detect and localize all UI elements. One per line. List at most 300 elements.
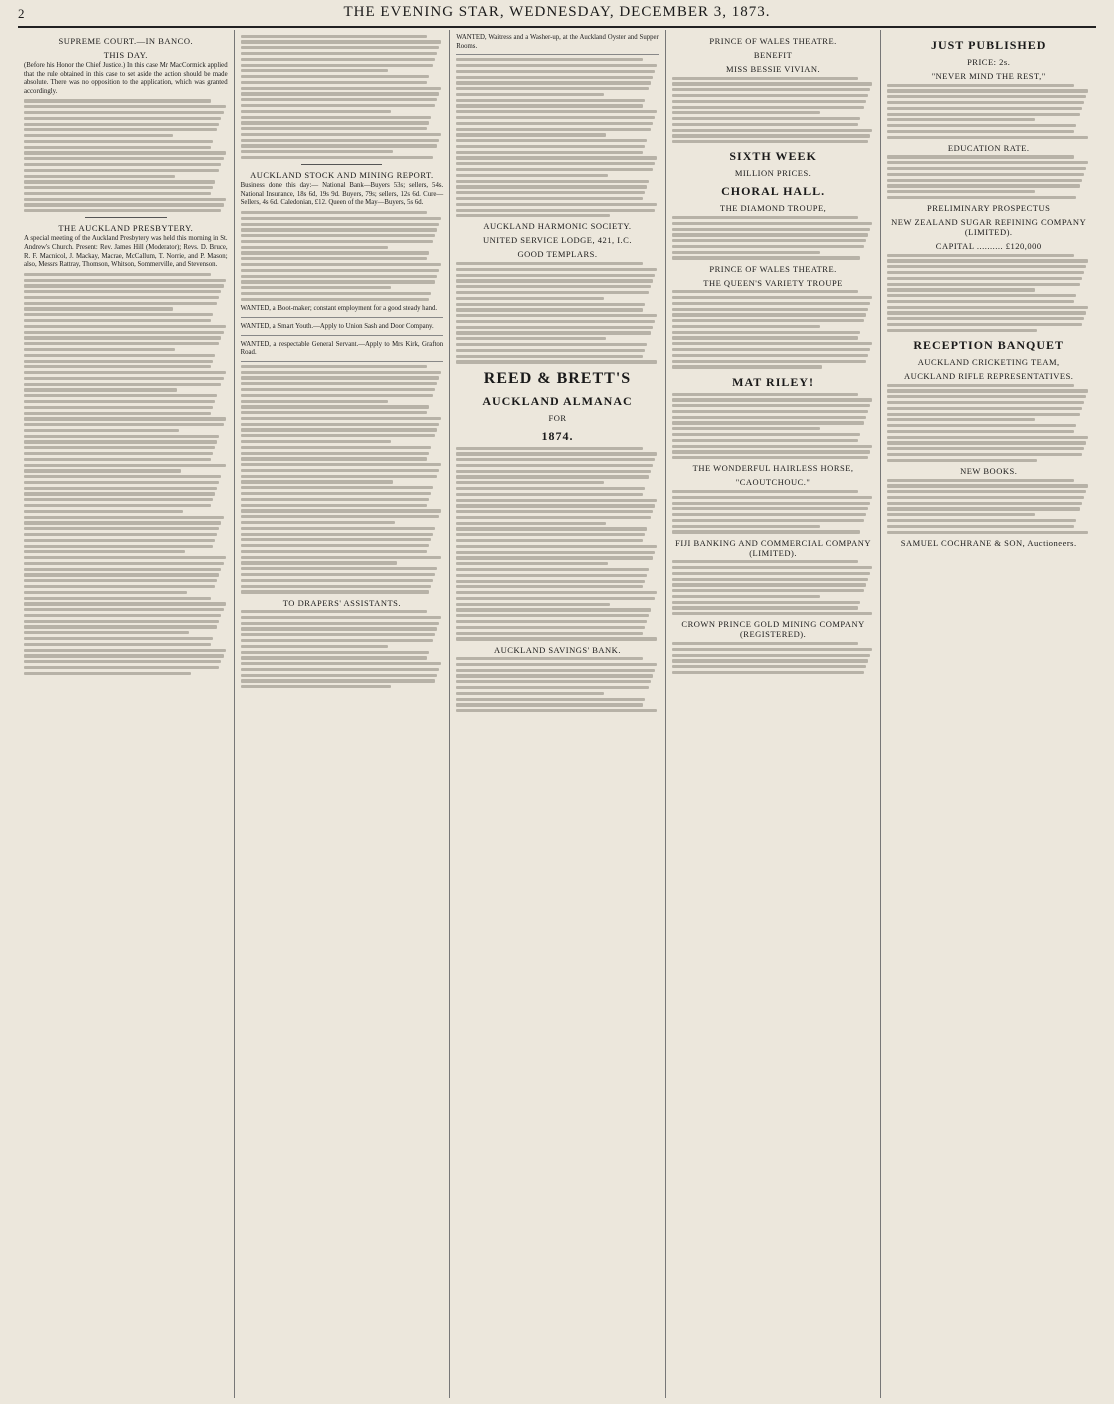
text-line [672,342,873,345]
vivian-heading: MISS BESSIE VIVIAN. [726,64,821,74]
text-line [241,58,435,61]
text-line [672,100,866,103]
text-line [241,298,429,301]
text-line [241,280,435,283]
text-line [241,156,433,159]
text-line [241,64,433,67]
text-line [887,418,1035,421]
text-line [241,567,438,570]
diamond-troupe-heading: THE DIAMOND TROUPE, [719,203,827,214]
text-line [24,394,217,397]
text-line [672,566,873,569]
text-line [24,319,211,322]
text-line [887,525,1073,528]
text-line [241,46,440,49]
text-line [24,475,221,478]
text-line [241,610,427,613]
text-line [887,277,1082,280]
text-line [241,645,389,648]
almanac-subtitle: AUCKLAND ALMANAC [482,393,633,408]
text-line [241,475,438,478]
capital-line: CAPITAL .......... £120,000 [935,241,1042,252]
text-line [241,579,433,582]
caoutchouc-heading: "CAOUTCHOUC." [735,477,811,488]
text-line [241,538,431,541]
almanac-body [456,447,659,641]
wanted-ads-body [241,365,444,594]
text-line [241,561,397,564]
text-line [24,649,226,652]
text-line [887,401,1084,404]
text-line [887,513,1035,516]
text-line [672,117,860,120]
text-line [456,464,653,467]
text-line [241,400,389,403]
text-line [672,94,869,97]
text-line [241,69,389,72]
text-line [456,291,648,294]
text-line [241,139,440,142]
text-line [241,679,435,682]
text-line [456,285,651,288]
text-line [241,668,440,671]
text-line [24,637,213,640]
text-line [456,481,604,484]
text-line [672,502,871,505]
text-line [456,151,642,154]
column-3 [449,30,665,1398]
text-line [24,458,211,461]
text-line [24,307,173,310]
text-line [672,134,871,137]
text-line [887,323,1082,326]
text-line [456,545,657,548]
text-line [456,156,657,159]
text-line [241,616,442,619]
text-line [24,527,219,530]
text-line [887,161,1088,164]
court-heading: SUPREME COURT.—IN BANCO. [58,36,194,46]
masthead-title: THE EVENING STAR, WEDNESDAY, DECEMBER 3, 1873. [343,4,771,20]
text-line [456,197,642,200]
text-line [24,331,224,334]
text-line [24,435,219,438]
text-line [241,388,435,391]
almanac-title: REED & BRETT'S [483,369,632,387]
text-line [24,123,219,126]
text-line [887,413,1079,416]
text-line [24,383,221,386]
theatre-heading-2: PRINCE OF WALES THEATRE. [709,263,837,274]
text-line [887,271,1084,274]
text-line [456,99,644,102]
text-line [241,40,442,43]
text-line [24,498,213,501]
text-line [456,331,651,334]
variety-body [672,290,875,368]
text-line [24,186,213,189]
text-line [456,349,644,352]
text-line [24,198,226,201]
harmonic-heading: AUCKLAND HARMONIC SOCIETY. [483,221,632,232]
text-line [456,314,657,317]
text-line [672,296,873,299]
text-line [456,637,657,640]
text-line [456,70,655,73]
text-line [887,196,1075,199]
crown-body [672,642,875,674]
court-subheading: THIS DAY. [103,50,148,60]
presbytery-heading: THE AUCKLAND PRESBYTERY. [58,223,194,234]
text-line [456,674,653,677]
text-line [672,222,873,225]
text-line [24,597,211,600]
choral-body [672,216,875,260]
text-line [456,504,655,507]
text-line [456,487,644,490]
benefit-heading: BENEFIT [753,50,793,60]
text-line [456,262,642,265]
text-line [456,279,653,282]
text-line [672,525,820,528]
text-line [456,185,646,188]
text-line [887,101,1084,104]
sugar-company-heading: NEW ZEALAND SUGAR REFINING COMPANY (LIMITED). [891,217,1087,238]
horse-body [672,490,875,534]
text-line [456,447,642,450]
text-line [887,118,1035,121]
text-line [456,527,646,530]
text-line [887,113,1079,116]
lodge-heading: UNITED SERVICE LODGE, 421, I.C. [483,235,632,246]
text-line [241,228,438,231]
text-line [672,654,871,657]
text-line [241,87,442,90]
text-line [241,405,429,408]
text-line [24,192,211,195]
text-line [672,216,858,219]
text-line [456,585,642,588]
text-line [24,117,221,120]
text-line [456,162,655,165]
text-line [24,625,217,628]
text-line [24,556,226,559]
text-line [887,459,1037,462]
text-line [456,626,644,629]
text-line [887,283,1079,286]
text-line [24,296,219,299]
text-line [456,709,657,712]
text-line [24,371,226,374]
text-line [24,492,215,495]
masthead [18,4,1096,28]
text-line [887,124,1075,127]
text-line [24,365,211,368]
variety-troupe-heading: THE QUEEN'S VARIETY TROUPE [703,277,843,288]
text-line [456,663,657,666]
text-line [456,539,642,542]
text-line [887,453,1082,456]
text-line [887,167,1086,170]
text-line [24,568,221,571]
text-line [24,614,221,617]
text-line [672,140,869,143]
text-line [672,239,866,242]
choral-hall-heading: CHORAL HALL. [721,184,826,199]
text-line [887,329,1037,332]
text-line [24,302,217,305]
text-line [241,492,431,495]
text-line [24,290,221,293]
market-heading: AUCKLAND STOCK AND MINING REPORT. [250,170,434,181]
text-line [241,98,438,101]
text-line [241,411,427,414]
text-line [672,530,860,533]
text-line [672,106,864,109]
text-line [456,657,642,660]
text-line [456,680,651,683]
text-line [241,440,391,443]
text-line [24,157,224,160]
text-line [672,290,858,293]
text-line [672,404,871,407]
text-line [241,533,433,536]
text-line [24,654,224,657]
text-line [241,662,442,665]
text-line [887,447,1084,450]
text-line [887,155,1073,158]
text-line [241,428,438,431]
sixth-week-heading: SIXTH WEEK [729,149,817,164]
text-line [456,603,610,606]
price-heading: PRICE: 2s. [967,57,1011,67]
text-line [456,139,646,142]
text-line [241,417,442,420]
templars-heading: GOOD TEMPLARS. [517,249,598,260]
text-line [24,134,173,137]
text-line [241,469,440,472]
text-line [241,486,433,489]
text-line [672,433,860,436]
wanted-ad: WANTED, a respectable General Servant.—Apply to Mrs Kirk, Grafton Road. [241,339,444,362]
text-line [24,284,224,287]
text-line [456,303,644,306]
text-line [456,87,648,90]
text-line [672,82,873,85]
text-line [24,469,181,472]
text-line [24,452,213,455]
text-line [887,507,1079,510]
text-line [456,632,642,635]
text-line [24,464,226,467]
text-line [887,531,1088,534]
text-line [24,111,224,114]
text-line [24,504,211,507]
published-heading: JUST PUBLISHED [930,38,1047,52]
text-line [456,355,642,358]
market-report: Business done this day:— National Bank—Buyers 53s; sellers, 54s. National Insurance, 18s 6d, 19s 9d. Buyers, 79s; sellers, 12s 6d. Cure—Sellers, 4s 6d. Caledonian, £12. Queen of the May—Buyers, 5s 6d. [240,182,444,207]
text-line [241,504,427,507]
text-line [241,498,429,501]
text-line [672,228,871,231]
text-line [24,545,213,548]
reception-body [887,384,1090,462]
text-line [241,550,427,553]
text-line [456,669,655,672]
market-report-body [241,211,444,301]
text-line [241,573,435,576]
text-line [24,163,221,166]
text-line [672,601,860,604]
text-line [456,597,655,600]
text-line [24,423,224,426]
text-line [241,480,393,483]
column-2 [234,30,450,1398]
text-line [672,88,871,91]
text-line [241,622,440,625]
text-line [887,184,1079,187]
text-line [672,123,858,126]
text-line [241,121,429,124]
almanac-year: 1874. [541,428,574,443]
education-body [887,155,1090,199]
text-line [24,660,221,663]
cricket-heading: AUCKLAND CRICKETING TEAM, [917,357,1060,367]
text-line [241,685,391,688]
text-line [24,406,213,409]
text-line [24,516,224,519]
text-line [456,608,651,611]
text-line [672,445,873,448]
text-line [24,620,219,623]
text-line [241,556,442,559]
crown-prince-heading: CROWN PRINCE GOLD MINING COMPANY (REGISTERED). [681,619,865,640]
text-line [241,651,429,654]
text-line [456,516,651,519]
text-line [887,311,1086,314]
text-line [24,175,175,178]
text-line [887,294,1075,297]
wanted-ads-body [456,58,659,217]
text-line [241,150,393,153]
text-line [672,129,873,132]
text-line [456,203,657,206]
text-line [456,510,653,513]
text-line [241,452,429,455]
song-heading: "NEVER MIND THE REST," [931,71,1046,81]
column-1 [18,30,234,1398]
text-line [241,515,440,518]
text-line [24,573,219,576]
text-line [241,127,427,130]
text-line [887,389,1088,392]
text-line [672,245,864,248]
text-line [672,233,869,236]
text-line [241,246,389,249]
column-5 [880,30,1096,1398]
wanted-ad: WANTED, a Smart Youth.—Apply to Union Sash and Door Company. [241,321,444,336]
prices-heading: MILLION PRICES. [734,168,812,179]
text-line [24,510,183,513]
text-line [24,602,226,605]
savings-bank-body [456,657,659,712]
presbytery-article: A special meeting of the Auckland Presbytery was held this morning in St. Andrew's Church. Present: Rev. James Hill (Moderator); Revs. D. Bruce, R. F. Macnicol, J. Mackay, Macrae, McCallum, T. Norrie, and P. Mason; also, Messrs Rattray, Thomson, Whitson, Sommerville, and Stevenson. [24,235,228,269]
text-line [887,430,1073,433]
text-line [241,234,435,237]
text-line [241,423,440,426]
text-line [672,589,864,592]
text-line [672,251,820,254]
text-line [456,297,604,300]
text-line [456,168,653,171]
text-line [24,608,224,611]
education-heading: EDUCATION RATE. [947,142,1030,153]
text-line [241,263,442,266]
text-line [456,64,657,67]
text-line [456,145,644,148]
text-line [24,336,221,339]
text-line [241,382,438,385]
text-line [672,365,822,368]
text-line [24,180,215,183]
text-line [241,365,427,368]
text-line [456,180,648,183]
text-line [456,551,655,554]
text-line [456,452,657,455]
text-line [24,388,177,391]
text-line [24,342,219,345]
text-line [672,642,858,645]
text-line [887,306,1088,309]
text-line [672,665,866,668]
text-line [672,612,873,615]
text-line [456,562,608,565]
text-line [887,441,1086,444]
text-line [456,343,646,346]
text-line [887,502,1082,505]
text-line [241,457,427,460]
text-line [887,395,1086,398]
text-line [24,550,185,553]
mat-riley-body [672,393,875,460]
text-line [887,254,1073,257]
text-line [24,105,226,108]
text-line [456,703,642,706]
text-line [24,209,221,212]
text-line [672,572,871,575]
wanted-ad: WANTED, Waitress and a Washer-up, at the Auckland Oyster and Supper Rooms. [456,32,659,55]
text-line [672,308,869,311]
text-line [241,211,427,214]
text-line [24,313,213,316]
text-line [672,595,820,598]
text-line [241,81,427,84]
text-line [24,579,217,582]
mat-riley-heading: MAT RILEY! [732,374,815,389]
text-line [456,591,657,594]
notices-body [887,84,1090,139]
text-line [672,427,820,430]
text-line [24,487,217,490]
text-line [887,519,1075,522]
text-line [672,583,866,586]
text-line [241,627,438,630]
text-line [672,313,866,316]
prospectus-heading: PRELIMINARY PROSPECTUS [927,203,1051,214]
text-line [456,614,648,617]
text-line [241,223,440,226]
text-line [887,265,1086,268]
